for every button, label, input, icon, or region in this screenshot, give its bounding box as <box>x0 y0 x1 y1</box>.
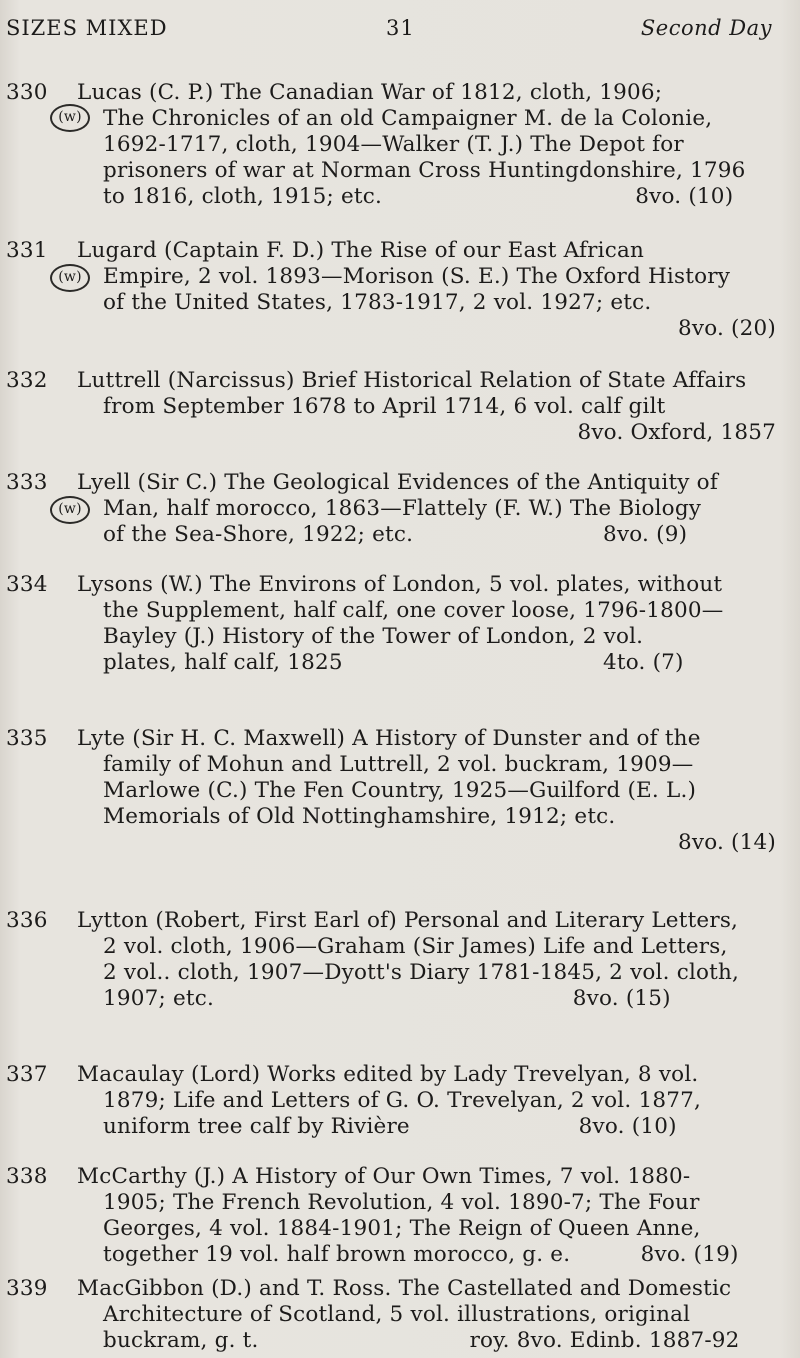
lot-line: Man, half morocco, 1863—Flattely (F. W.) The Biology <box>103 496 702 521</box>
lot-line: 2 vol. cloth, 1906—Graham (Sir James) Life and Letters, <box>103 934 728 959</box>
lot-entry <box>0 908 790 1012</box>
lot-line: Luttrell (Narcissus) Brief Historical Relation of State Affairs <box>77 368 747 393</box>
lot-number: 339 <box>6 1276 48 1301</box>
lot-description <box>77 1276 790 1354</box>
lot-format: 8vo. Oxford, 1857 <box>577 420 776 445</box>
lot-line: The Chronicles of an old Campaigner M. de la Colonie, <box>103 106 713 131</box>
lot-line: Lysons (W.) The Environs of London, 5 vol. plates, without <box>77 572 723 597</box>
lot-entry <box>0 470 790 548</box>
handwritten-mark-icon: (w) <box>50 496 90 524</box>
lot-line: plates, half calf, 1825 4to. (7) <box>103 650 684 675</box>
lot-entry <box>0 572 790 676</box>
lot-line: Lyell (Sir C.) The Geological Evidences of the Antiquity of <box>77 470 718 495</box>
lot-entry <box>0 1276 790 1354</box>
lot-entry <box>0 368 790 446</box>
lot-number: 337 <box>6 1062 48 1087</box>
lot-line: Macaulay (Lord) Works edited by Lady Trevelyan, 8 vol. <box>77 1062 699 1087</box>
lot-line: Georges, 4 vol. 1884-1901; The Reign of Queen Anne, <box>103 1216 701 1241</box>
lot-description <box>77 726 790 856</box>
header-day-label: Second Day <box>640 16 772 40</box>
lot-number: 331 <box>6 238 48 263</box>
lot-line: 1905; The French Revolution, 4 vol. 1890-7; The Four <box>103 1190 700 1215</box>
lot-number: 335 <box>6 726 48 751</box>
lot-number: 338 <box>6 1164 48 1189</box>
handwritten-mark-icon: (w) <box>50 104 90 132</box>
lot-entry <box>0 238 790 342</box>
lot-line: 1879; Life and Letters of G. O. Trevelyan, 2 vol. 1877, <box>103 1088 701 1113</box>
lot-description <box>77 1062 790 1140</box>
lot-number: 332 <box>6 368 48 393</box>
lot-line: prisoners of war at Norman Cross Huntingdonshire, 1796 <box>103 158 746 183</box>
lot-line: Marlowe (C.) The Fen Country, 1925—Guilford (E. L.) <box>103 778 697 803</box>
lot-line: Bayley (J.) History of the Tower of London, 2 vol. <box>103 624 644 649</box>
lot-description <box>77 368 790 446</box>
lot-line: of the United States, 1783-1917, 2 vol. 1927; etc. <box>103 290 652 315</box>
lot-number: 334 <box>6 572 48 597</box>
page-header <box>6 16 780 46</box>
lot-line: 1692-1717, cloth, 1904—Walker (T. J.) The Depot for <box>103 132 684 157</box>
lot-entry <box>0 80 790 210</box>
page-number: 31 <box>386 16 415 40</box>
lot-description <box>77 80 790 210</box>
lot-description <box>77 470 790 548</box>
lot-line: of the Sea-Shore, 1922; etc. 8vo. (9) <box>103 522 688 547</box>
lot-entry <box>0 726 790 856</box>
header-section-title: SIZES MIXED <box>6 16 168 40</box>
lot-number: 336 <box>6 908 48 933</box>
lot-format: 8vo. (20) <box>678 316 776 341</box>
lot-line: McCarthy (J.) A History of Our Own Times, 7 vol. 1880- <box>77 1164 691 1189</box>
lot-line: Lytton (Robert, First Earl of) Personal and Literary Letters, <box>77 908 739 933</box>
lot-line: uniform tree calf by Rivière 8vo. (10) <box>103 1114 677 1139</box>
lot-line: Memorials of Old Nottinghamshire, 1912; etc. <box>103 804 616 829</box>
lot-line: together 19 vol. half brown morocco, g. e. 8vo. (19) <box>103 1242 739 1267</box>
lot-line: Architecture of Scotland, 5 vol. illustrations, original <box>103 1302 691 1327</box>
lot-line: Lugard (Captain F. D.) The Rise of our East African <box>77 238 645 263</box>
lot-line: Lyte (Sir H. C. Maxwell) A History of Dunster and of the <box>77 726 701 751</box>
lot-line: Empire, 2 vol. 1893—Morison (S. E.) The Oxford History <box>103 264 731 289</box>
lot-number: 330 <box>6 80 48 105</box>
lot-description <box>77 238 790 342</box>
lot-line: 2 vol.. cloth, 1907—Dyott's Diary 1781-1845, 2 vol. cloth, <box>103 960 740 985</box>
lot-line: to 1816, cloth, 1915; etc. 8vo. (10) <box>103 184 734 209</box>
lot-number: 333 <box>6 470 48 495</box>
lot-description <box>77 572 790 676</box>
lot-line: 1907; etc. 8vo. (15) <box>103 986 671 1011</box>
lot-entry <box>0 1164 790 1268</box>
lot-format: 8vo. (14) <box>678 830 776 855</box>
lot-line: the Supplement, half calf, one cover loose, 1796-1800— <box>103 598 724 623</box>
lot-entry <box>0 1062 790 1140</box>
lot-description <box>77 1164 790 1268</box>
lot-line: family of Mohun and Luttrell, 2 vol. buckram, 1909— <box>103 752 694 777</box>
lot-line: Lucas (C. P.) The Canadian War of 1812, cloth, 1906; <box>77 80 663 105</box>
lot-line: MacGibbon (D.) and T. Ross. The Castellated and Domestic <box>77 1276 732 1301</box>
lot-description <box>77 908 790 1012</box>
lot-line: buckram, g. t. roy. 8vo. Edinb. 1887-92 <box>103 1328 740 1353</box>
handwritten-mark-icon: (w) <box>50 264 90 292</box>
lot-line: from September 1678 to April 1714, 6 vol. calf gilt <box>103 394 666 419</box>
